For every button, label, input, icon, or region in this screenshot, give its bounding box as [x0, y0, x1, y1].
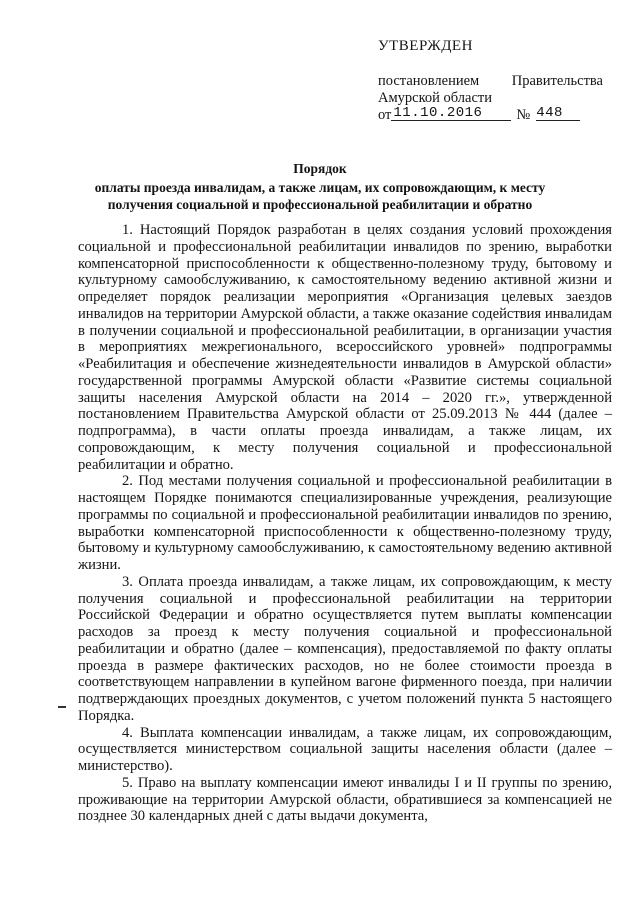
paragraph-5: 5. Право на выплату компенсации имеют инвалиды I и II группы по зрению, проживающие на территории Амурской области, обратившиеся за компенсацией не позднее 30 календарных дней с даты выдачи документа, — [78, 774, 612, 825]
decree-number: 448 — [536, 105, 563, 121]
approval-region: Амурской области — [378, 90, 492, 106]
paragraph-3: 3. Оплата проезда инвалидам, а также лицам, их сопровождающим, к месту получения социальной и профессиональной реабилитации на территории Российской Федерации и обратно осуществляется путем выплаты компенсации расходов за проезд к месту получения социальной и профессиональной реабилитации и обратно (далее – компенсация), предоставляемой по факту оплаты проезда в размере фактических расходов, но не более стоимости проезда в соответствующем направлении в купейном вагоне фирменного поезда, при наличии подтверждающих проездных документов, с учетом положений пункта 5 настоящего Порядка. — [78, 573, 612, 724]
approval-authority-line — [378, 73, 603, 90]
document-body — [78, 222, 612, 825]
paragraph-1: 1. Настоящий Порядок разработан в целях создания условий прохождения социальной и профессиональной реабилитации инвалидов по зрению, выработки компенсаторной приспособленности к общественно-полезному труду, бытовому и культурному самообслуживанию, к самостоятельному ведению активной жизни и определяет порядок реализации мероприятия «Организация целевых заездов инвалидов на территории Амурской области, а также оказание содействия инвалидам в получении социальной и профессиональной реабилитации, в организации участия в мероприятиях межрегионального, всероссийского уровней» подпрограммы «Реабилитация и обеспечение жизнедеятельности инвалидов в Амурской области» государственной программы Амурской области «Развитие системы социальной защиты населения Амурской области на 2014 – 2020 гг.», утвержденной постановлением Правительства Амурской области от 25.09.2013 № 444 (далее – подпрограмма), в части оплаты проезда инвалидам, а также лицам, их сопровождающим, к месту получения социальной и профессиональной реабилитации и обратно. — [78, 222, 612, 473]
approved-heading: УТВЕРЖДЕН — [378, 38, 473, 54]
title-line-2: оплаты проезда инвалидам, а также лицам, их сопровождающим, к месту — [94, 180, 546, 195]
title-heading: Порядок — [293, 161, 347, 176]
date-field — [391, 105, 511, 121]
approval-stamp-block — [378, 38, 608, 124]
date-prefix: от — [378, 107, 392, 123]
approval-government: Правительства — [511, 73, 603, 89]
paragraph-4: 4. Выплата компенсации инвалидам, а также лицам, их сопровождающим, осуществляется министерством социальной защиты населения области (далее – министерство). — [78, 724, 612, 774]
decree-date: 11.10.2016 — [393, 105, 483, 121]
number-label: № — [516, 107, 531, 123]
number-field — [536, 105, 580, 121]
margin-mark — [58, 706, 66, 708]
title-line-3: получения социальной и профессиональной реабилитации и обратно — [107, 197, 533, 212]
document-title — [20, 160, 620, 213]
paragraph-2: 2. Под местами получения социальной и профессиональной реабилитации в настоящем Порядке понимаются специализированные учреждения, реализующие программы по социальной и профессиональной реабилитации инвалидов по зрению, выработки компенсаторной приспособленности к общественно-полезному труду, бытовому и культурному самообслуживанию, к самостоятельному ведению активной жизни. — [78, 473, 612, 573]
approval-date-line — [378, 107, 608, 124]
approval-by: постановлением — [378, 73, 480, 89]
